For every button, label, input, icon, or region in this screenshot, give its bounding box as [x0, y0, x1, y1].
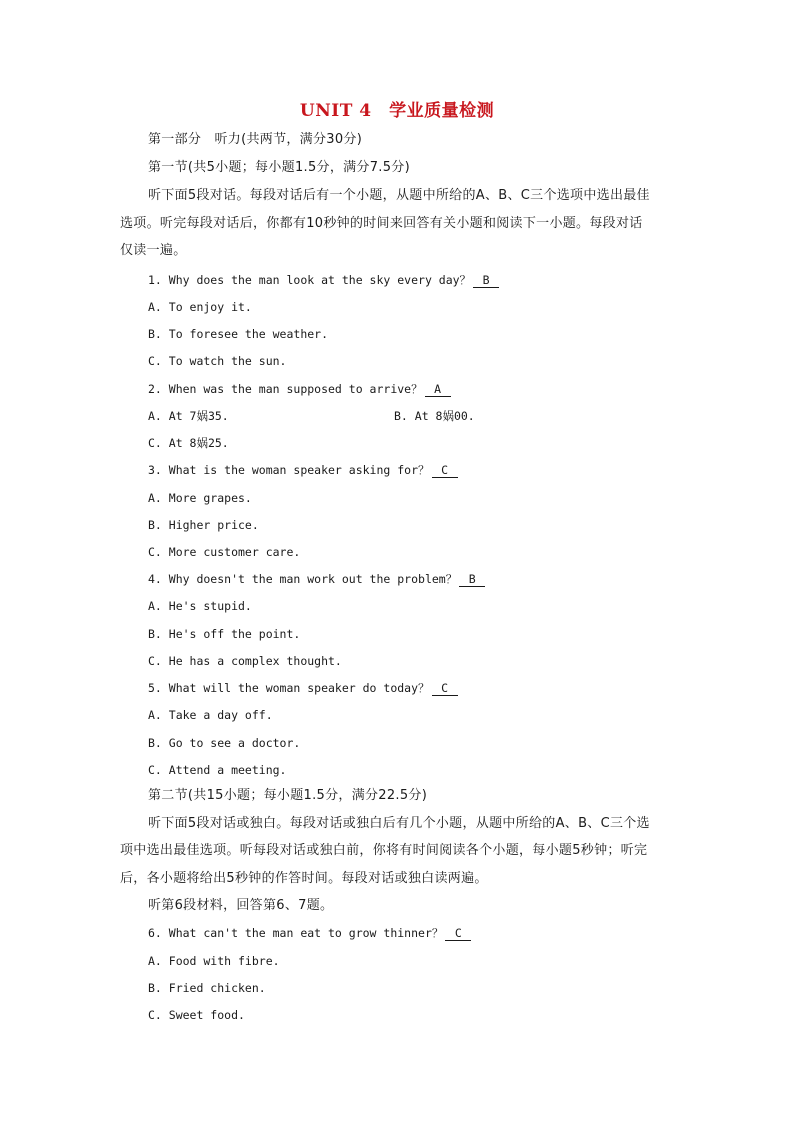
section2-instructions-line1: 听下面5段对话或独白。每段对话或独白后有几个小题，从题中所给的A、B、C三个选 — [148, 816, 650, 831]
question-4-option-a: A. He's stupid. — [148, 599, 252, 613]
question-3-option-b: B. Higher price. — [148, 518, 259, 532]
question-3-stem: 3. What is the woman speaker asking for？ — [148, 463, 430, 477]
question-2-stem: 2. When was the man supposed to arrive？ — [148, 382, 423, 396]
question-5-answer: C — [432, 682, 458, 696]
question-4-option-c: C. He has a complex thought. — [148, 654, 342, 668]
question-6-option-a: A. Food with fibre. — [148, 954, 280, 968]
question-5 — [148, 680, 458, 696]
part1-heading: 第一部分 听力(共两节，满分30分) — [148, 132, 363, 147]
question-6-answer: C — [445, 927, 471, 941]
question-6 — [148, 925, 471, 941]
question-6-option-c: C. Sweet food. — [148, 1008, 245, 1022]
question-3 — [148, 462, 458, 478]
question-6-stem: 6. What can't the man eat to grow thinner？ — [148, 926, 444, 940]
material-6-heading: 听第6段材料，回答第6、7题。 — [148, 898, 334, 913]
question-2-option-c: C. At 8娲25. — [148, 436, 229, 450]
question-2-answer: A — [425, 383, 451, 397]
question-4-stem: 4. Why doesn't the man work out the problem？ — [148, 572, 458, 586]
question-1-answer: B — [473, 274, 499, 288]
question-5-option-c: C. Attend a meeting. — [148, 763, 287, 777]
question-1-option-c: C. To watch the sun. — [148, 354, 287, 368]
page-title: UNIT 4 学业质量检测 — [299, 101, 495, 121]
question-5-option-b: B. Go to see a doctor. — [148, 736, 301, 750]
question-2-option-b: B. At 8娲00. — [394, 409, 475, 423]
question-3-option-a: A. More grapes. — [148, 491, 252, 505]
question-5-option-a: A. Take a day off. — [148, 708, 273, 722]
section1-instructions-line3: 仅读一遍。 — [120, 243, 187, 258]
question-3-option-c: C. More customer care. — [148, 545, 301, 559]
question-1 — [148, 272, 499, 288]
section2-instructions-line2: 项中选出最佳选项。听每段对话或独白前，你将有时间阅读各个小题，每小题5秒钟；听完 — [120, 843, 648, 858]
question-2-option-a: A. At 7娲35. — [148, 409, 229, 423]
question-4-option-b: B. He's off the point. — [148, 627, 301, 641]
question-1-stem: 1. Why does the man look at the sky every day？ — [148, 273, 472, 287]
question-1-option-b: B. To foresee the weather. — [148, 327, 329, 341]
section2-instructions-line3: 后，各小题将给出5秒钟的作答时间。每段对话或独白读两遍。 — [120, 871, 488, 886]
section1-instructions-line2: 选项。听完每段对话后，你都有10秒钟的时间来回答有关小题和阅读下一小题。每段对话 — [120, 216, 643, 231]
section1-heading: 第一节(共5小题；每小题1.5分，满分7.5分) — [148, 160, 410, 175]
question-6-option-b: B. Fried chicken. — [148, 981, 266, 995]
question-4-answer: B — [459, 573, 485, 587]
question-3-answer: C — [432, 464, 458, 478]
section2-heading: 第二节(共15小题；每小题1.5分，满分22.5分) — [148, 788, 428, 803]
question-4 — [148, 571, 485, 587]
section1-instructions-line1: 听下面5段对话。每段对话后有一个小题，从题中所给的A、B、C三个选项中选出最佳 — [148, 188, 650, 203]
question-1-option-a: A. To enjoy it. — [148, 300, 252, 314]
question-5-stem: 5. What will the woman speaker do today？ — [148, 681, 430, 695]
question-2 — [148, 381, 451, 397]
